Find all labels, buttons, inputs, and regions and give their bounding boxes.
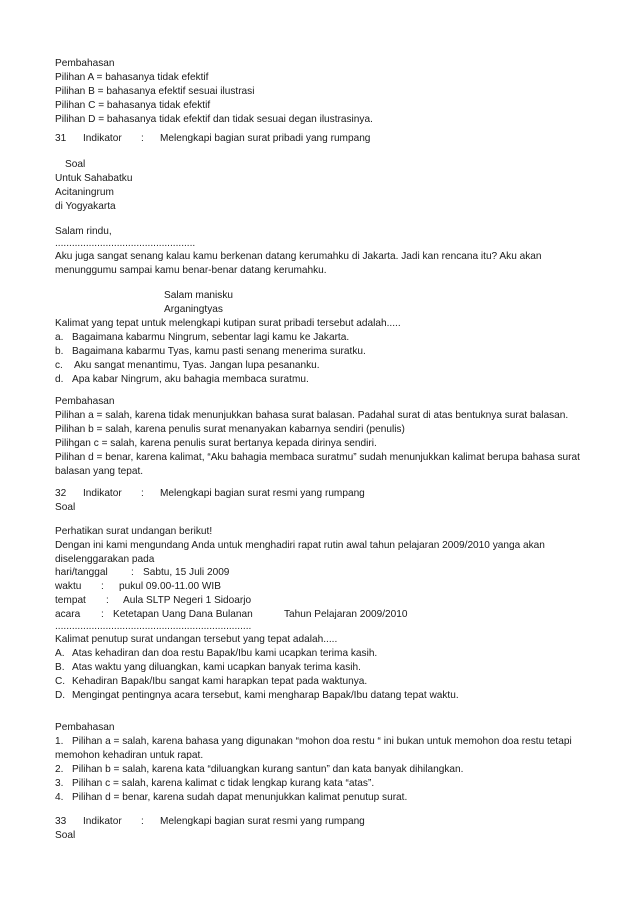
detail-waktu: waktu : pukul 09.00-11.00 WIB bbox=[55, 581, 221, 592]
pembahasan-title: Pembahasan bbox=[55, 58, 115, 69]
indikator-text: Melengkapi bagian surat resmi yang rumpang bbox=[160, 816, 365, 827]
question-header-31 bbox=[55, 132, 370, 145]
question-number: 33 bbox=[55, 816, 67, 827]
item-text: Pilihan c = salah, karena kalimat c tidak lengkap kurang kata “atas”. bbox=[72, 778, 375, 789]
option-marker: a. bbox=[55, 332, 64, 343]
pembahasan-item: Pilihgan c = salah, karena penulis surat bertanya kepada dirinya sendiri. bbox=[55, 438, 377, 449]
question-number: 32 bbox=[55, 488, 67, 499]
indikator-label: Indikator bbox=[83, 133, 122, 144]
option-d bbox=[55, 373, 309, 386]
item-marker: 1. bbox=[55, 736, 64, 747]
pembahasan-item: Pilihan a = salah, karena tidak menunjukkan bahasa surat balasan. Padahal surat di atas bentuknya surat balasan. bbox=[55, 410, 569, 421]
indikator-colon: : bbox=[141, 488, 144, 499]
pembahasan-item bbox=[55, 749, 203, 762]
pembahasan-item bbox=[55, 777, 374, 790]
item-marker: 3. bbox=[55, 778, 64, 789]
option-marker: c. bbox=[55, 360, 63, 371]
letter-body: Aku juga sangat senang kalau kamu berkenan datang kerumahku di Jakarta. Jadi kan rencana itu? Aku akan bbox=[55, 251, 542, 262]
letter-to: Untuk Sahabatku bbox=[55, 173, 133, 184]
detail-acara: acara : Ketetapan Uang Dana Bulanan Tahun Pelajaran 2009/2010 bbox=[55, 609, 408, 620]
option-marker: A. bbox=[55, 648, 65, 659]
item-text: Pilihan a = salah, karena bahasa yang digunakan “mohon doa restu “ ini bukan untuk memohon doa restu tetapi bbox=[72, 736, 572, 747]
letter-recipient: Acitaningrum bbox=[55, 187, 114, 198]
indikator-label: Indikator bbox=[83, 488, 122, 499]
indikator-label: Indikator bbox=[83, 816, 122, 827]
detail-value: Tahun Pelajaran 2009/2010 bbox=[284, 609, 408, 620]
letter-greeting: Salam rindu, bbox=[55, 226, 112, 237]
option-text: Kehadiran Bapak/Ibu sangat kami harapkan tepat pada waktunya. bbox=[72, 676, 368, 687]
option-marker: b. bbox=[55, 346, 64, 357]
indikator-text: Melengkapi bagian surat pribadi yang rumpang bbox=[160, 133, 371, 144]
option-a bbox=[55, 647, 377, 660]
indikator-text: Melengkapi bagian surat resmi yang rumpang bbox=[160, 488, 365, 499]
option-marker: B. bbox=[55, 662, 65, 673]
option-c bbox=[55, 675, 367, 688]
letter-blank: ...................................................................... bbox=[55, 621, 252, 632]
pembahasan-item: Pilihan b = salah, karena penulis surat menanyakan kabarnya sendiri (penulis) bbox=[55, 424, 405, 435]
pembahasan-item: Pilihan A = bahasanya tidak efektif bbox=[55, 72, 209, 83]
option-marker: C. bbox=[55, 676, 66, 687]
item-marker: 4. bbox=[55, 792, 64, 803]
option-text: Aku sangat menantimu, Tyas. Jangan lupa pesananku. bbox=[74, 360, 320, 371]
intro-text: Perhatikan surat undangan berikut! bbox=[55, 526, 213, 537]
question-text: Kalimat yang tepat untuk melengkapi kutipan surat pribadi tersebut adalah..... bbox=[55, 318, 401, 329]
option-b bbox=[55, 345, 366, 358]
detail-label: acara bbox=[55, 609, 81, 620]
pembahasan-item: Pilihan d = benar, karena kalimat, “Aku bahagia membaca suratmu” sudah menunjukkan kalimat berupa bahasa surat bbox=[55, 452, 580, 463]
option-c bbox=[55, 359, 320, 372]
option-text: Atas waktu yang diluangkan, kami ucapkan banyak terima kasih. bbox=[72, 662, 361, 673]
detail-value: Aula SLTP Negeri 1 Sidoarjo bbox=[123, 595, 252, 606]
option-text: Apa kabar Ningrum, aku bahagia membaca suratmu. bbox=[72, 374, 309, 385]
question-number: 31 bbox=[55, 133, 67, 144]
detail-value: Ketetapan Uang Dana Bulanan bbox=[113, 609, 253, 620]
letter-blank: .................................................. bbox=[55, 238, 196, 249]
indikator-colon: : bbox=[141, 816, 144, 827]
option-text: Mengingat pentingnya acara tersebut, kami mengharap Bapak/Ibu datang tepat waktu. bbox=[72, 690, 459, 701]
item-text: Pilihan d = benar, karena sudah dapat menunjukkan kalimat penutup surat. bbox=[72, 792, 408, 803]
detail-value: pukul 09.00-11.00 WIB bbox=[119, 581, 221, 592]
pembahasan-item: Pilihan D = bahasanya tidak efektif dan tidak sesuai degan ilustrasinya. bbox=[55, 114, 373, 125]
detail-label: tempat bbox=[55, 595, 86, 606]
pembahasan-title: Pembahasan bbox=[55, 722, 115, 733]
soal-label: Soal bbox=[55, 830, 76, 841]
option-b bbox=[55, 661, 361, 674]
item-marker: 2. bbox=[55, 764, 64, 775]
question-header-32 bbox=[55, 487, 365, 500]
option-text: Bagaimana kabarmu Ningrum, sebentar lagi kamu ke Jakarta. bbox=[72, 332, 350, 343]
letter-body: diselenggarakan pada bbox=[55, 554, 155, 565]
detail-tempat: tempat : Aula SLTP Negeri 1 Sidoarjo bbox=[55, 595, 252, 606]
pembahasan-item: balasan yang tepat. bbox=[55, 466, 144, 477]
item-text: Pilihan b = salah, karena kata “diluangkan kurang santun” dan kata banyak dihilangkan. bbox=[72, 764, 464, 775]
pembahasan-item bbox=[55, 735, 572, 748]
pembahasan-item bbox=[55, 791, 407, 804]
detail-label: waktu bbox=[55, 581, 82, 592]
letter-city: di Yogyakarta bbox=[55, 201, 116, 212]
letter-sender: Arganingtyas bbox=[164, 304, 223, 315]
soal-label: Soal bbox=[55, 502, 76, 513]
pembahasan-item: Pilihan B = bahasanya efektif sesuai ilustrasi bbox=[55, 86, 255, 97]
letter-body: menunggumu sampai kamu benar-benar datang kerumahku. bbox=[55, 265, 327, 276]
question-header-33 bbox=[55, 815, 365, 828]
option-marker: d. bbox=[55, 374, 64, 385]
pembahasan-item: Pilihan C = bahasanya tidak efektif bbox=[55, 100, 211, 111]
detail-value: Sabtu, 15 Juli 2009 bbox=[143, 567, 230, 578]
option-marker: D. bbox=[55, 690, 66, 701]
option-d bbox=[55, 689, 459, 702]
letter-body: Dengan ini kami mengundang Anda untuk menghadiri rapat rutin awal tahun pelajaran 2009/2010 yanga akan bbox=[55, 540, 545, 551]
option-text: Bagaimana kabarmu Tyas, kamu pasti senang menerima suratku. bbox=[72, 346, 366, 357]
item-text: memohon kehadiran untuk rapat. bbox=[55, 750, 204, 761]
pembahasan-title: Pembahasan bbox=[55, 396, 115, 407]
pembahasan-item bbox=[55, 763, 463, 776]
question-text: Kalimat penutup surat undangan tersebut yang tepat adalah..... bbox=[55, 634, 338, 645]
option-a bbox=[55, 331, 349, 344]
letter-closing: Salam manisku bbox=[164, 290, 234, 301]
option-text: Atas kehadiran dan doa restu Bapak/Ibu kami ucapkan terima kasih. bbox=[72, 648, 378, 659]
indikator-colon: : bbox=[141, 133, 144, 144]
detail-hari: hari/tanggal : Sabtu, 15 Juli 2009 bbox=[55, 567, 230, 578]
detail-label: hari/tanggal bbox=[55, 567, 108, 578]
soal-label: Soal bbox=[65, 159, 86, 170]
